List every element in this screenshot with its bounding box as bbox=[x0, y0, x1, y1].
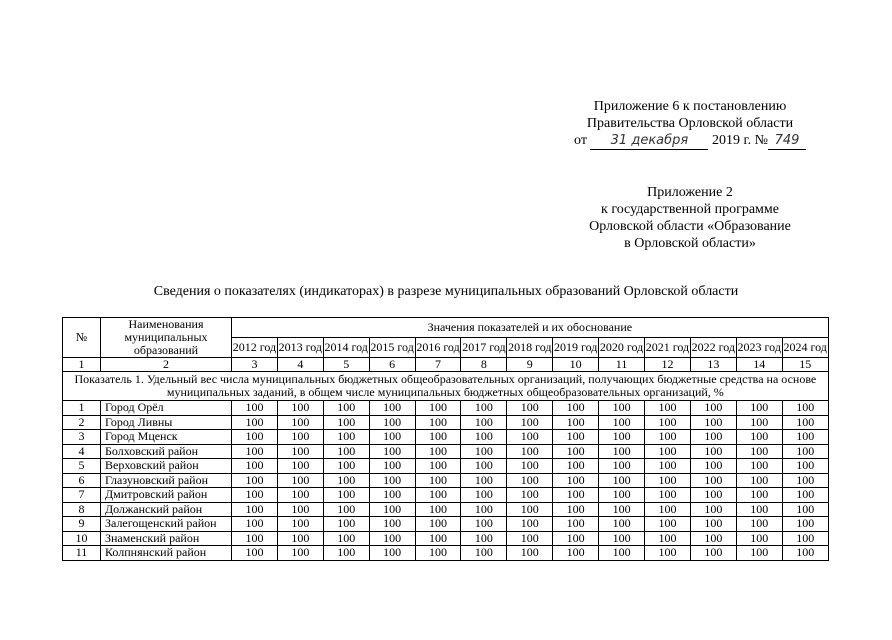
value-cell: 100 bbox=[690, 459, 736, 474]
header-year: 2024 год bbox=[782, 338, 828, 358]
value-cell: 100 bbox=[645, 531, 691, 546]
value-cell: 100 bbox=[415, 401, 461, 416]
row-number: 1 bbox=[63, 401, 101, 416]
value-cell: 100 bbox=[645, 415, 691, 430]
value-cell: 100 bbox=[645, 517, 691, 532]
value-cell: 100 bbox=[736, 444, 782, 459]
header-year: 2019 год bbox=[553, 338, 599, 358]
value-cell: 100 bbox=[645, 459, 691, 474]
value-cell: 100 bbox=[690, 415, 736, 430]
value-cell: 100 bbox=[736, 488, 782, 503]
municipality-name: Дмитровский район bbox=[101, 488, 232, 503]
value-cell: 100 bbox=[507, 473, 553, 488]
value-cell: 100 bbox=[736, 430, 782, 445]
value-cell: 100 bbox=[277, 546, 323, 561]
program-annex-block bbox=[560, 184, 820, 252]
decree-block bbox=[560, 98, 820, 150]
row-number: 4 bbox=[63, 444, 101, 459]
table-row bbox=[63, 415, 829, 430]
value-cell: 100 bbox=[507, 401, 553, 416]
value-cell: 100 bbox=[277, 444, 323, 459]
value-cell: 100 bbox=[369, 517, 415, 532]
value-cell: 100 bbox=[323, 531, 369, 546]
value-cell: 100 bbox=[415, 459, 461, 474]
value-cell: 100 bbox=[369, 401, 415, 416]
value-cell: 100 bbox=[599, 415, 645, 430]
value-cell: 100 bbox=[553, 502, 599, 517]
value-cell: 100 bbox=[599, 546, 645, 561]
value-cell: 100 bbox=[369, 546, 415, 561]
value-cell: 100 bbox=[736, 502, 782, 517]
value-cell: 100 bbox=[782, 415, 828, 430]
value-cell: 100 bbox=[415, 531, 461, 546]
value-cell: 100 bbox=[369, 473, 415, 488]
value-cell: 100 bbox=[323, 517, 369, 532]
value-cell: 100 bbox=[736, 531, 782, 546]
value-cell: 100 bbox=[553, 488, 599, 503]
value-cell: 100 bbox=[690, 502, 736, 517]
column-number: 4 bbox=[277, 358, 323, 372]
value-cell: 100 bbox=[782, 531, 828, 546]
value-cell: 100 bbox=[232, 401, 278, 416]
column-number: 10 bbox=[553, 358, 599, 372]
value-cell: 100 bbox=[232, 502, 278, 517]
value-cell: 100 bbox=[323, 430, 369, 445]
column-number: 14 bbox=[736, 358, 782, 372]
value-cell: 100 bbox=[645, 473, 691, 488]
value-cell: 100 bbox=[645, 546, 691, 561]
column-number: 15 bbox=[782, 358, 828, 372]
program-line-1: Приложение 2 bbox=[647, 185, 733, 200]
value-cell: 100 bbox=[599, 517, 645, 532]
program-line-4: в Орловской области» bbox=[624, 236, 756, 251]
value-cell: 100 bbox=[369, 459, 415, 474]
value-cell: 100 bbox=[507, 444, 553, 459]
value-cell: 100 bbox=[369, 502, 415, 517]
value-cell: 100 bbox=[323, 473, 369, 488]
header-year: 2015 год bbox=[369, 338, 415, 358]
value-cell: 100 bbox=[277, 473, 323, 488]
value-cell: 100 bbox=[507, 531, 553, 546]
value-cell: 100 bbox=[736, 473, 782, 488]
value-cell: 100 bbox=[507, 546, 553, 561]
program-line-3: Орловской области «Образование bbox=[589, 219, 791, 234]
table-row bbox=[63, 401, 829, 416]
value-cell: 100 bbox=[690, 517, 736, 532]
decree-number-signature: 749 bbox=[768, 132, 806, 150]
value-cell: 100 bbox=[645, 502, 691, 517]
value-cell: 100 bbox=[599, 401, 645, 416]
value-cell: 100 bbox=[553, 444, 599, 459]
value-cell: 100 bbox=[553, 473, 599, 488]
value-cell: 100 bbox=[461, 473, 507, 488]
value-cell: 100 bbox=[599, 502, 645, 517]
value-cell: 100 bbox=[736, 546, 782, 561]
header-year: 2016 год bbox=[415, 338, 461, 358]
value-cell: 100 bbox=[232, 517, 278, 532]
value-cell: 100 bbox=[690, 430, 736, 445]
decree-date-signature: 31 декабря bbox=[590, 132, 708, 150]
value-cell: 100 bbox=[415, 546, 461, 561]
header-year: 2021 год bbox=[645, 338, 691, 358]
indicator-row: Показатель 1. Удельный вес числа муниципальных бюджетных общеобразовательных организаций, получающих бюджетные средства на основе муниципальных заданий, в общем числе муниципальных бюджетных общеобразовательных организаций, % bbox=[63, 372, 829, 401]
indicators-table bbox=[62, 317, 829, 561]
row-number: 3 bbox=[63, 430, 101, 445]
table-row bbox=[63, 531, 829, 546]
header-year: 2014 год bbox=[323, 338, 369, 358]
column-number: 5 bbox=[323, 358, 369, 372]
value-cell: 100 bbox=[277, 488, 323, 503]
value-cell: 100 bbox=[599, 459, 645, 474]
table-row bbox=[63, 517, 829, 532]
value-cell: 100 bbox=[461, 444, 507, 459]
header-year: 2022 год bbox=[690, 338, 736, 358]
municipality-name: Город Мценск bbox=[101, 430, 232, 445]
value-cell: 100 bbox=[782, 401, 828, 416]
column-number: 7 bbox=[415, 358, 461, 372]
value-cell: 100 bbox=[690, 546, 736, 561]
municipality-name: Верховский район bbox=[101, 459, 232, 474]
value-cell: 100 bbox=[369, 444, 415, 459]
header-values: Значения показателей и их обоснование bbox=[232, 318, 829, 338]
value-cell: 100 bbox=[461, 546, 507, 561]
value-cell: 100 bbox=[782, 459, 828, 474]
value-cell: 100 bbox=[507, 459, 553, 474]
value-cell: 100 bbox=[461, 430, 507, 445]
municipality-name: Город Орёл bbox=[101, 401, 232, 416]
value-cell: 100 bbox=[507, 430, 553, 445]
municipality-name: Залегощенский район bbox=[101, 517, 232, 532]
value-cell: 100 bbox=[553, 531, 599, 546]
table-row bbox=[63, 473, 829, 488]
value-cell: 100 bbox=[736, 459, 782, 474]
table-row bbox=[63, 502, 829, 517]
municipality-name: Знаменский район bbox=[101, 531, 232, 546]
value-cell: 100 bbox=[415, 502, 461, 517]
decree-line-2: Правительства Орловской области bbox=[586, 116, 794, 131]
value-cell: 100 bbox=[323, 444, 369, 459]
value-cell: 100 bbox=[369, 430, 415, 445]
value-cell: 100 bbox=[690, 444, 736, 459]
value-cell: 100 bbox=[277, 502, 323, 517]
decree-date-line bbox=[560, 132, 820, 150]
value-cell: 100 bbox=[277, 459, 323, 474]
program-line-2: к государственной программе bbox=[601, 202, 779, 217]
header-number: № bbox=[63, 318, 101, 358]
decree-prefix: от bbox=[574, 133, 587, 148]
value-cell: 100 bbox=[553, 459, 599, 474]
row-number: 5 bbox=[63, 459, 101, 474]
value-cell: 100 bbox=[277, 401, 323, 416]
value-cell: 100 bbox=[415, 444, 461, 459]
value-cell: 100 bbox=[599, 430, 645, 445]
value-cell: 100 bbox=[323, 415, 369, 430]
value-cell: 100 bbox=[645, 488, 691, 503]
value-cell: 100 bbox=[690, 401, 736, 416]
value-cell: 100 bbox=[599, 473, 645, 488]
value-cell: 100 bbox=[461, 502, 507, 517]
value-cell: 100 bbox=[277, 430, 323, 445]
value-cell: 100 bbox=[415, 430, 461, 445]
row-number: 8 bbox=[63, 502, 101, 517]
value-cell: 100 bbox=[599, 444, 645, 459]
value-cell: 100 bbox=[461, 488, 507, 503]
header-year: 2023 год bbox=[736, 338, 782, 358]
value-cell: 100 bbox=[369, 488, 415, 503]
value-cell: 100 bbox=[323, 488, 369, 503]
row-number: 7 bbox=[63, 488, 101, 503]
value-cell: 100 bbox=[277, 531, 323, 546]
municipality-name: Должанский район bbox=[101, 502, 232, 517]
value-cell: 100 bbox=[645, 444, 691, 459]
column-number: 9 bbox=[507, 358, 553, 372]
value-cell: 100 bbox=[690, 473, 736, 488]
municipality-name: Колпнянский район bbox=[101, 546, 232, 561]
column-number: 11 bbox=[599, 358, 645, 372]
value-cell: 100 bbox=[782, 473, 828, 488]
value-cell: 100 bbox=[782, 517, 828, 532]
document-title: Сведения о показателях (индикаторах) в разрезе муниципальных образований Орловской области bbox=[153, 284, 739, 299]
decree-line-1: Приложение 6 к постановлению bbox=[593, 99, 787, 114]
value-cell: 100 bbox=[553, 546, 599, 561]
value-cell: 100 bbox=[553, 415, 599, 430]
value-cell: 100 bbox=[415, 488, 461, 503]
value-cell: 100 bbox=[323, 401, 369, 416]
header-year: 2012 год bbox=[232, 338, 278, 358]
row-number: 11 bbox=[63, 546, 101, 561]
value-cell: 100 bbox=[599, 531, 645, 546]
municipality-name: Болховский район bbox=[101, 444, 232, 459]
value-cell: 100 bbox=[782, 502, 828, 517]
municipality-name: Город Ливны bbox=[101, 415, 232, 430]
header-year: 2017 год bbox=[461, 338, 507, 358]
value-cell: 100 bbox=[461, 531, 507, 546]
value-cell: 100 bbox=[645, 430, 691, 445]
value-cell: 100 bbox=[782, 430, 828, 445]
value-cell: 100 bbox=[461, 415, 507, 430]
value-cell: 100 bbox=[782, 546, 828, 561]
header-year: 2013 год bbox=[277, 338, 323, 358]
value-cell: 100 bbox=[232, 488, 278, 503]
column-number: 3 bbox=[232, 358, 278, 372]
table-row bbox=[63, 546, 829, 561]
value-cell: 100 bbox=[690, 488, 736, 503]
table-row bbox=[63, 430, 829, 445]
value-cell: 100 bbox=[553, 401, 599, 416]
value-cell: 100 bbox=[507, 415, 553, 430]
value-cell: 100 bbox=[461, 459, 507, 474]
value-cell: 100 bbox=[461, 517, 507, 532]
value-cell: 100 bbox=[782, 444, 828, 459]
column-number: 8 bbox=[461, 358, 507, 372]
value-cell: 100 bbox=[553, 430, 599, 445]
value-cell: 100 bbox=[369, 415, 415, 430]
column-number: 2 bbox=[101, 358, 232, 372]
value-cell: 100 bbox=[232, 459, 278, 474]
value-cell: 100 bbox=[782, 488, 828, 503]
value-cell: 100 bbox=[323, 459, 369, 474]
value-cell: 100 bbox=[232, 415, 278, 430]
municipality-name: Глазуновский район bbox=[101, 473, 232, 488]
header-year: 2020 год bbox=[599, 338, 645, 358]
value-cell: 100 bbox=[232, 546, 278, 561]
table-row bbox=[63, 444, 829, 459]
value-cell: 100 bbox=[232, 473, 278, 488]
value-cell: 100 bbox=[323, 546, 369, 561]
value-cell: 100 bbox=[277, 517, 323, 532]
row-number: 2 bbox=[63, 415, 101, 430]
column-number: 6 bbox=[369, 358, 415, 372]
value-cell: 100 bbox=[736, 517, 782, 532]
column-number: 13 bbox=[690, 358, 736, 372]
header-year: 2018 год bbox=[507, 338, 553, 358]
row-number: 9 bbox=[63, 517, 101, 532]
value-cell: 100 bbox=[507, 488, 553, 503]
value-cell: 100 bbox=[645, 401, 691, 416]
value-cell: 100 bbox=[232, 444, 278, 459]
row-number: 6 bbox=[63, 473, 101, 488]
value-cell: 100 bbox=[323, 502, 369, 517]
column-number: 12 bbox=[645, 358, 691, 372]
value-cell: 100 bbox=[507, 502, 553, 517]
value-cell: 100 bbox=[277, 415, 323, 430]
row-number: 10 bbox=[63, 531, 101, 546]
value-cell: 100 bbox=[461, 401, 507, 416]
value-cell: 100 bbox=[736, 401, 782, 416]
value-cell: 100 bbox=[415, 415, 461, 430]
value-cell: 100 bbox=[232, 430, 278, 445]
table-row bbox=[63, 488, 829, 503]
column-number: 1 bbox=[63, 358, 101, 372]
value-cell: 100 bbox=[553, 517, 599, 532]
header-name: Наименования муниципальных образований bbox=[101, 318, 232, 358]
table-row bbox=[63, 459, 829, 474]
value-cell: 100 bbox=[599, 488, 645, 503]
value-cell: 100 bbox=[369, 531, 415, 546]
value-cell: 100 bbox=[507, 517, 553, 532]
value-cell: 100 bbox=[690, 531, 736, 546]
decree-year: 2019 г. № bbox=[711, 133, 768, 148]
value-cell: 100 bbox=[415, 517, 461, 532]
value-cell: 100 bbox=[232, 531, 278, 546]
value-cell: 100 bbox=[415, 473, 461, 488]
value-cell: 100 bbox=[736, 415, 782, 430]
